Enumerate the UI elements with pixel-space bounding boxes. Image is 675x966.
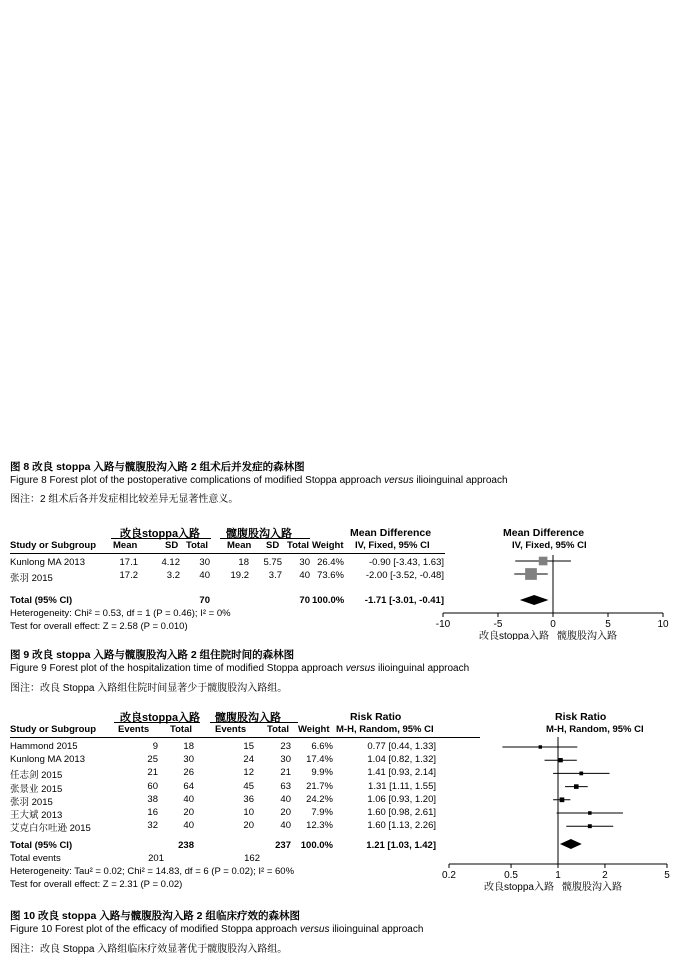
fig10-group1-rule bbox=[114, 722, 200, 723]
fig10-point-box bbox=[539, 745, 542, 748]
fig9-ci: -2.00 [-3.52, -0.48] bbox=[365, 570, 444, 581]
fig9-total-n2: 70 bbox=[299, 595, 310, 606]
fig9-sd2: 3.7 bbox=[268, 570, 282, 581]
fig10-study-mark bbox=[502, 745, 577, 748]
fig10-ci: 1.60 [1.13, 2.26] bbox=[367, 820, 436, 832]
fig9-point-box bbox=[539, 557, 548, 566]
fig10-weight: 17.4% bbox=[306, 754, 333, 766]
fig9-ci: -0.90 [-3.43, 1.63] bbox=[369, 557, 444, 568]
fig9-total-n1: 70 bbox=[199, 595, 210, 606]
fig9-caption-en: Figure 9 Forest plot of the hospitalization time of modified Stoppa approach versus ilioinguinal approach bbox=[10, 663, 470, 674]
fig9-col-method: IV, Fixed, 95% CI bbox=[355, 540, 430, 551]
fig10-caption-en: Figure 10 Forest plot of the efficacy of modified Stoppa approach versus ilioinguinal approach bbox=[10, 924, 424, 935]
fig10-group2-rule bbox=[210, 722, 298, 723]
fig10-weight: 21.7% bbox=[306, 780, 333, 792]
fig10-point-box bbox=[579, 772, 583, 776]
fig10-total1: 64 bbox=[183, 780, 194, 792]
fig10-tick-label: 2 bbox=[602, 870, 608, 881]
fig10-point-box bbox=[559, 758, 563, 762]
fig10-events1: 9 bbox=[152, 741, 158, 752]
fig10-total1: 40 bbox=[183, 793, 194, 805]
fig9-total1: 40 bbox=[199, 570, 210, 581]
fig9-mean2: 18 bbox=[238, 557, 249, 568]
fig9-favours-right: 髋腹股沟入路 bbox=[557, 631, 617, 640]
fig10-point-box bbox=[588, 824, 592, 828]
fig9-group2-rule bbox=[220, 538, 310, 539]
fig10-study-name: 王大斌 2013 bbox=[10, 810, 63, 821]
fig10-group2-header: 髋腹股沟入路 bbox=[215, 712, 281, 724]
fig10-weight: 7.9% bbox=[311, 807, 333, 818]
fig10-study-name: Hammond 2015 bbox=[10, 741, 78, 752]
fig9-overall-effect: Test for overall effect: Z = 2.58 (P = 0.010) bbox=[10, 621, 188, 632]
fig10-total1: 20 bbox=[183, 807, 194, 818]
fig9-weight: 73.6% bbox=[317, 570, 344, 581]
fig9-mean1: 17.2 bbox=[119, 570, 138, 581]
fig9-sd2: 5.75 bbox=[263, 557, 282, 568]
fig10-events1: 38 bbox=[147, 793, 158, 805]
fig10-events-label: Total events bbox=[10, 853, 61, 864]
fig10-study-name: 任志剑 2015 bbox=[10, 770, 63, 782]
fig10-study-mark bbox=[565, 784, 588, 789]
fig10-events2: 36 bbox=[243, 793, 254, 805]
fig10-study-name: Kunlong MA 2013 bbox=[10, 754, 86, 766]
fig10-events1: 32 bbox=[147, 820, 158, 832]
fig9-mean2: 19.2 bbox=[230, 570, 249, 581]
fig9-col-study: Study or Subgroup bbox=[10, 540, 97, 551]
fig10-events1: 16 bbox=[147, 807, 158, 818]
fig9-total-ci: -1.71 [-3.01, -0.41] bbox=[364, 595, 444, 606]
fig9-total-weight: 100.0% bbox=[312, 595, 345, 606]
fig10-pooled-diamond bbox=[560, 839, 582, 849]
fig10-events1: 25 bbox=[147, 754, 158, 766]
fig9-total2: 40 bbox=[299, 570, 310, 581]
fig9-caption-zh: 图 9 改良 stoppa 入路与髋腹股沟入路 2 组住院时间的森林图 bbox=[10, 649, 295, 661]
fig9-mean1: 17.1 bbox=[119, 557, 138, 568]
fig9-sd1: 4.12 bbox=[161, 557, 180, 568]
fig10-point-box bbox=[574, 784, 579, 789]
fig10-total1: 18 bbox=[183, 741, 194, 752]
fig9-note: 图注：改良 Stoppa 入路组住院时间显著少于髋腹股沟入路组。 bbox=[10, 683, 288, 694]
fig10-events2: 15 bbox=[243, 741, 254, 752]
fig9-group1-rule bbox=[111, 538, 211, 539]
fig9-favours-left: 改良stoppa入路 bbox=[478, 631, 549, 640]
fig10-ci: 1.41 [0.93, 2.14] bbox=[367, 767, 436, 779]
fig10-ci: 0.77 [0.44, 1.33] bbox=[367, 741, 436, 752]
fig10-total2: 20 bbox=[280, 807, 291, 818]
fig9-plot-header: Mean Difference bbox=[503, 527, 585, 539]
fig10-weight: 9.9% bbox=[311, 767, 333, 779]
fig10-total-label: Total (95% CI) bbox=[10, 840, 73, 851]
fig10-col-method: M-H, Random, 95% CI bbox=[336, 724, 434, 735]
fig10-overall-effect: Test for overall effect: Z = 2.31 (P = 0.02) bbox=[10, 879, 183, 890]
fig9-point-box bbox=[525, 568, 537, 580]
fig10-events2: 45 bbox=[243, 780, 254, 792]
fig10-tick-label: 0.2 bbox=[442, 870, 456, 881]
fig10-total2: 30 bbox=[280, 754, 291, 766]
fig10-plot bbox=[435, 737, 670, 901]
fig10-plot-header: Risk Ratio bbox=[555, 711, 607, 723]
fig9-col-total2: Total bbox=[287, 540, 309, 551]
fig10-ci: 1.06 [0.93, 1.20] bbox=[367, 793, 436, 805]
fig9-sd1: 3.2 bbox=[166, 570, 180, 581]
fig10-effect-header: Risk Ratio bbox=[350, 711, 402, 723]
fig10-point-box bbox=[588, 811, 592, 815]
fig8-caption-en: Figure 8 Forest plot of the postoperative complications of modified Stoppa approach versus ilioinguinal approach bbox=[10, 475, 508, 486]
fig10-total1: 26 bbox=[183, 767, 194, 779]
fig10-weight: 12.3% bbox=[306, 820, 333, 832]
fig9-col-sd1: SD bbox=[165, 540, 179, 551]
fig10-total2: 23 bbox=[280, 741, 291, 752]
fig10-note: 图注：改良 Stoppa 入路组临床疗效显著优于髋腹股沟入路组。 bbox=[10, 944, 288, 955]
fig9-total1: 30 bbox=[199, 557, 210, 568]
fig10-point-box bbox=[560, 797, 565, 802]
fig10-group1-header: 改良stoppa入路 bbox=[120, 712, 201, 724]
fig9-tick-label: 5 bbox=[605, 619, 611, 630]
fig9-total-label: Total (95% CI) bbox=[10, 595, 73, 606]
fig10-col-total1: Total bbox=[170, 724, 192, 735]
fig10-total2: 21 bbox=[280, 767, 291, 779]
fig9-study-name: 张羽 2015 bbox=[10, 573, 53, 584]
fig8-caption-zh: 图 8 改良 stoppa 入路与髋腹股沟入路 2 组术后并发症的森林图 bbox=[10, 461, 305, 473]
fig10-events1: 21 bbox=[147, 767, 158, 779]
fig9-plot bbox=[435, 555, 670, 640]
fig10-study-name: 艾克白尔吐逊 2015 bbox=[10, 823, 91, 835]
fig9-tick-label: 10 bbox=[657, 619, 669, 630]
fig9-col-sd2: SD bbox=[266, 540, 280, 551]
fig10-favours-right: 髋腹股沟入路 bbox=[562, 882, 622, 893]
fig10-weight: 6.6% bbox=[311, 741, 333, 752]
fig9-plot-method: IV, Fixed, 95% CI bbox=[512, 540, 587, 551]
forest-plot-fig10 bbox=[10, 709, 670, 901]
fig10-ci: 1.04 [0.82, 1.32] bbox=[367, 754, 436, 766]
fig10-col-weight: Weight bbox=[298, 724, 330, 735]
fig9-weight: 26.4% bbox=[317, 557, 344, 568]
fig10-tick-label: 5 bbox=[664, 870, 670, 881]
fig10-events2: 24 bbox=[243, 754, 254, 766]
fig10-total-n1: 238 bbox=[178, 840, 194, 851]
fig10-caption-zh: 图 10 改良 stoppa 入路与髋腹股沟入路 2 组临床疗效的森林图 bbox=[10, 910, 300, 922]
fig9-pooled-diamond bbox=[520, 595, 549, 605]
fig9-study-name: Kunlong MA 2013 bbox=[10, 557, 86, 568]
fig10-tick-label: 1 bbox=[555, 870, 561, 881]
fig10-total-e1: 201 bbox=[148, 853, 164, 864]
fig10-total2: 40 bbox=[280, 820, 291, 832]
fig10-study-mark bbox=[553, 797, 570, 802]
fig10-header-rule bbox=[10, 737, 480, 738]
fig10-plot-method: M-H, Random, 95% CI bbox=[546, 724, 644, 735]
fig10-col-study: Study or Subgroup bbox=[10, 724, 97, 735]
fig10-ci: 1.31 [1.11, 1.55] bbox=[368, 780, 436, 792]
fig9-col-weight: Weight bbox=[312, 540, 344, 551]
fig9-group2-header: 髋腹股沟入路 bbox=[226, 528, 292, 540]
fig10-tick-label: 0.5 bbox=[504, 870, 519, 881]
fig10-total-e2: 162 bbox=[244, 853, 260, 864]
fig10-study-name: 张景业 2015 bbox=[10, 783, 63, 795]
fig9-study-mark bbox=[514, 568, 547, 580]
fig10-weight: 24.2% bbox=[306, 793, 333, 805]
fig10-events1: 60 bbox=[147, 780, 158, 792]
fig10-heterogeneity: Heterogeneity: Tau² = 0.02; Chi² = 14.83, df = 6 (P = 0.02); I² = 60% bbox=[10, 866, 295, 877]
fig10-events2: 12 bbox=[243, 767, 254, 779]
fig9-total2: 30 bbox=[299, 557, 310, 568]
fig10-ci: 1.60 [0.98, 2.61] bbox=[367, 807, 436, 818]
fig10-total1: 30 bbox=[183, 754, 194, 766]
fig10-study-mark bbox=[557, 811, 623, 815]
fig9-group1-header: 改良stoppa入路 bbox=[120, 528, 201, 540]
fig10-total-weight: 100.0% bbox=[300, 840, 333, 851]
fig9-tick-label: -5 bbox=[493, 619, 503, 630]
fig9-heterogeneity: Heterogeneity: Chi² = 0.53, df = 1 (P = 0.46); I² = 0% bbox=[10, 608, 231, 619]
fig9-col-total1: Total bbox=[186, 540, 208, 551]
fig10-study-mark bbox=[545, 758, 577, 762]
fig10-col-total2: Total bbox=[267, 724, 289, 735]
fig8-note: 图注：2 组术后各并发症相比较差异无显著性意义。 bbox=[10, 494, 239, 505]
fig9-col-mean1: Mean bbox=[113, 540, 138, 551]
fig9-tick-label: -10 bbox=[435, 619, 451, 630]
forest-plot-fig9 bbox=[10, 525, 670, 640]
fig10-total2: 40 bbox=[280, 793, 291, 805]
fig10-study-mark bbox=[566, 824, 613, 828]
fig10-col-events1: Events bbox=[118, 724, 150, 735]
fig10-col-events2: Events bbox=[215, 724, 247, 735]
fig9-tick-label: 0 bbox=[550, 619, 556, 630]
fig10-total2: 63 bbox=[280, 780, 291, 792]
fig10-favours-left: 改良stoppa入路 bbox=[483, 882, 554, 893]
fig10-total-n2: 237 bbox=[275, 840, 291, 851]
fig10-study-mark bbox=[553, 772, 609, 776]
fig10-events2: 20 bbox=[243, 820, 254, 832]
fig10-events2: 10 bbox=[243, 807, 254, 818]
fig9-study-mark bbox=[515, 557, 571, 566]
fig9-col-mean2: Mean bbox=[227, 540, 252, 551]
fig10-total-ci: 1.21 [1.03, 1.42] bbox=[366, 840, 436, 851]
fig10-total1: 40 bbox=[183, 820, 194, 832]
fig9-effect-header: Mean Difference bbox=[350, 527, 432, 539]
fig10-study-name: 张羽 2015 bbox=[10, 796, 53, 808]
fig9-header-rule bbox=[10, 553, 445, 554]
